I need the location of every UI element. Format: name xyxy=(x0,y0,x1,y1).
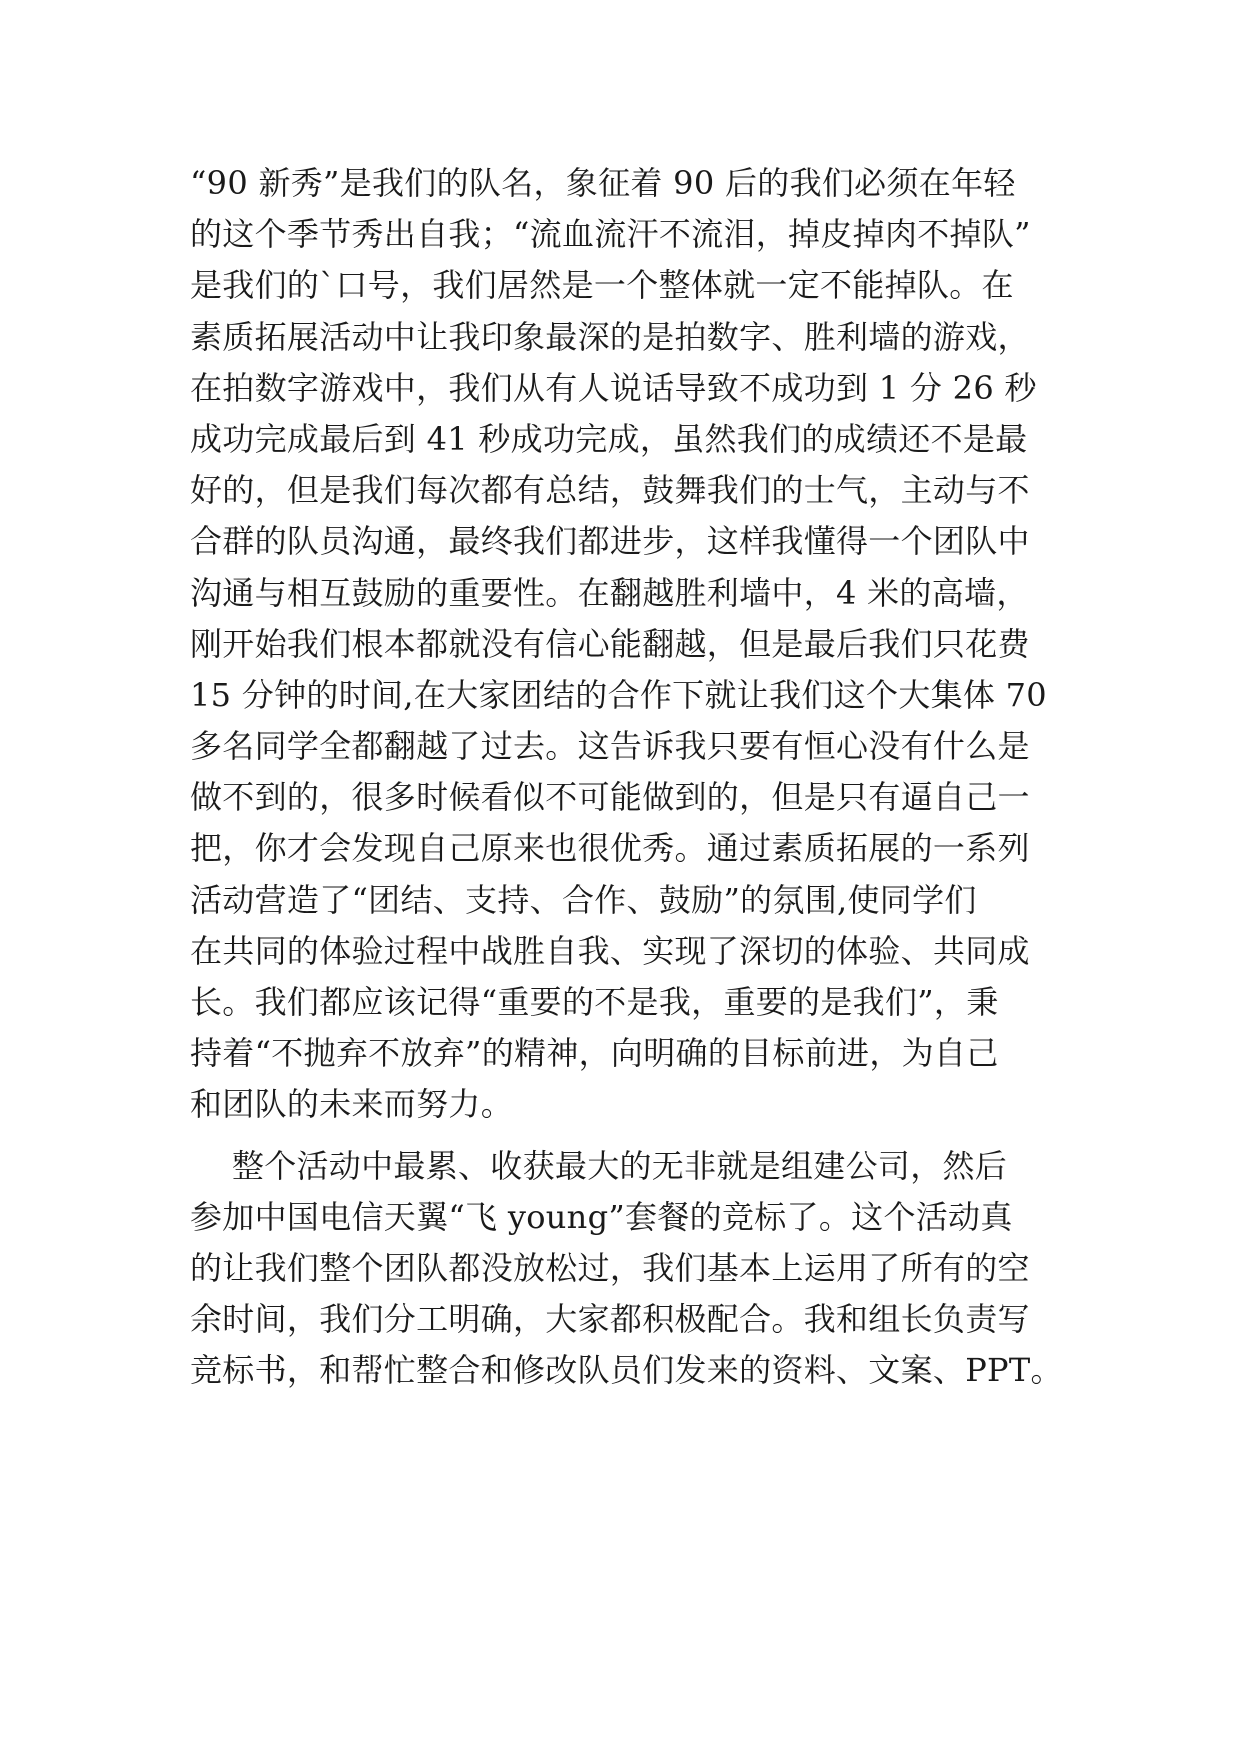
text-line: 长。我们都应该记得“重要的不是我，重要的是我们”，秉 xyxy=(190,983,999,1021)
text-line: 好的，但是我们每次都有总结，鼓舞我们的士气，主动与不 xyxy=(190,471,1030,510)
text-line: 余时间，我们分工明确，大家都积极配合。我和组长负责写 xyxy=(190,1300,1030,1339)
text-line: 活动营造了“团结、支持、合作、鼓励”的氛围,使同学们 xyxy=(190,880,977,919)
text-line: 成功完成最后到 41 秒成功完成，虽然我们的成绩还不是最 xyxy=(190,419,1028,458)
paragraph-1 xyxy=(190,158,1090,1131)
paragraph-2 xyxy=(190,1141,1090,1397)
text-line: 在共同的体验过程中战胜自我、实现了深切的体验、共同成 xyxy=(190,931,1030,970)
text-line: 沟通与相互鼓励的重要性。在翻越胜利墙中，4 米的高墙， xyxy=(190,573,1029,612)
text-line: 持着“不抛弃不放弃”的精神，向明确的目标前进，为自己 xyxy=(190,1034,999,1073)
text-line: 素质拓展活动中让我印象最深的是拍数字、胜利墙的游戏， xyxy=(190,317,1030,356)
text-line: 的让我们整个团队都没放松过，我们基本上运用了所有的空 xyxy=(190,1248,1030,1287)
body-text xyxy=(190,158,1090,1397)
text-line: 把，你才会发现自己原来也很优秀。通过素质拓展的一系列 xyxy=(190,829,1030,868)
text-line: 的这个季节秀出自我；“流血流汗不流泪，掉皮掉肉不掉队” xyxy=(190,215,1031,254)
text-line: 和团队的未来而努力。 xyxy=(190,1085,514,1124)
text-line: 参加中国电信天翼“飞 young”套餐的竞标了。这个活动真 xyxy=(190,1197,1013,1236)
text-line: 多名同学全都翻越了过去。这告诉我只要有恒心没有什么是 xyxy=(190,727,1030,766)
text-line: 是我们的`口号，我们居然是一个整体就一定不能掉队。在 xyxy=(190,266,1014,305)
text-line: 做不到的，很多时候看似不可能做到的，但是只有逼自己一 xyxy=(190,778,1030,817)
text-line: 15 分钟的时间,在大家团结的合作下就让我们这个大集体 70 xyxy=(190,675,1047,714)
text-line: 合群的队员沟通，最终我们都进步，这样我懂得一个团队中 xyxy=(190,522,1030,561)
text-line: “90 新秀”是我们的队名，象征着 90 后的我们必须在年轻 xyxy=(190,164,1016,202)
text-line: 刚开始我们根本都就没有信心能翻越，但是最后我们只花费 xyxy=(190,624,1030,663)
text-line: 整个活动中最累、收获最大的无非就是组建公司，然后 xyxy=(190,1146,1008,1185)
text-line: 竞标书，和帮忙整合和修改队员们发来的资料、文案、PPT。 xyxy=(190,1351,1063,1390)
text-line: 在拍数字游戏中，我们从有人说话导致不成功到 1 分 26 秒 xyxy=(190,368,1037,407)
